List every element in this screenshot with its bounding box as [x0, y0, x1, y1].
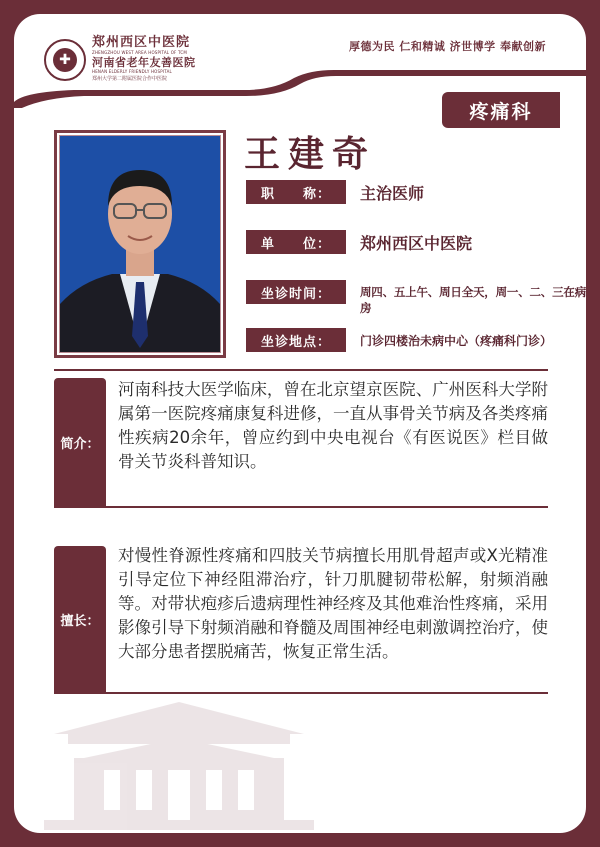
time-label: 坐诊时间： [246, 280, 346, 304]
hospital-slogan: 厚德为民 仁和精诚 济世博学 奉献创新 [349, 40, 546, 53]
hospital-name-1-en: ZHENGZHOU WEST AREA HOSPITAL OF TCM [92, 50, 188, 55]
intro-label: 简介： [54, 378, 106, 506]
hospital-name-2-en: HENAN ELDERLY FRIENDLY HOSPITAL [92, 69, 172, 74]
building-watermark [44, 694, 314, 830]
intro-top-line [54, 369, 548, 371]
place-value: 门诊四楼治未病中心（疼痛科门诊） [360, 334, 553, 348]
specialty-text: 对慢性脊源性疼痛和四肢关节病擅长用肌骨超声或X光精准引导定位下神经阻滞治疗，针刀肌腱韧带松解，射频消融等。对带状疱疹后遗病理性神经疼及其他难治性疼痛，采用影像引导下射频消融和脊髓及周围神经电刺激调控治疗，使大部分患者摆脱痛苦，恢复正常生活。 [118, 546, 548, 661]
unit-value: 郑州西区中医院 [360, 234, 473, 253]
specialty-label: 擅长： [54, 546, 106, 692]
doctor-photo-frame [54, 130, 226, 358]
unit-label: 单 位： [246, 230, 346, 254]
hospital-partner: 郑州大学第二附属医院合作中医院 [92, 76, 168, 82]
department-badge: 疼痛科 [442, 92, 560, 128]
intro-bottom-line [54, 506, 548, 508]
doctor-name: 王建奇 [244, 134, 377, 175]
place-label: 坐诊地点： [246, 328, 346, 352]
title-label: 职 称： [246, 180, 346, 204]
seal-cross-icon: ✚ [53, 48, 77, 72]
title-value: 主治医师 [360, 184, 425, 203]
hospital-name-1: 郑州西区中医院 [92, 35, 191, 50]
time-value: 周四、五上午、周日全天，周一、二、三在病房 [360, 285, 586, 315]
intro-text: 河南科技大医学临床，曾在北京望京医院、广州医科大学附属第一医院疼痛康复科进修，一直从事骨关节病及各类疼痛性疾病20余年，曾应约到中央电视台《有医说医》栏目做骨关节炎科普知识。 [118, 380, 548, 471]
poster-card [14, 14, 586, 833]
doctor-photo [60, 136, 220, 352]
hospital-name-2: 河南省老年友善医院 [92, 56, 196, 69]
